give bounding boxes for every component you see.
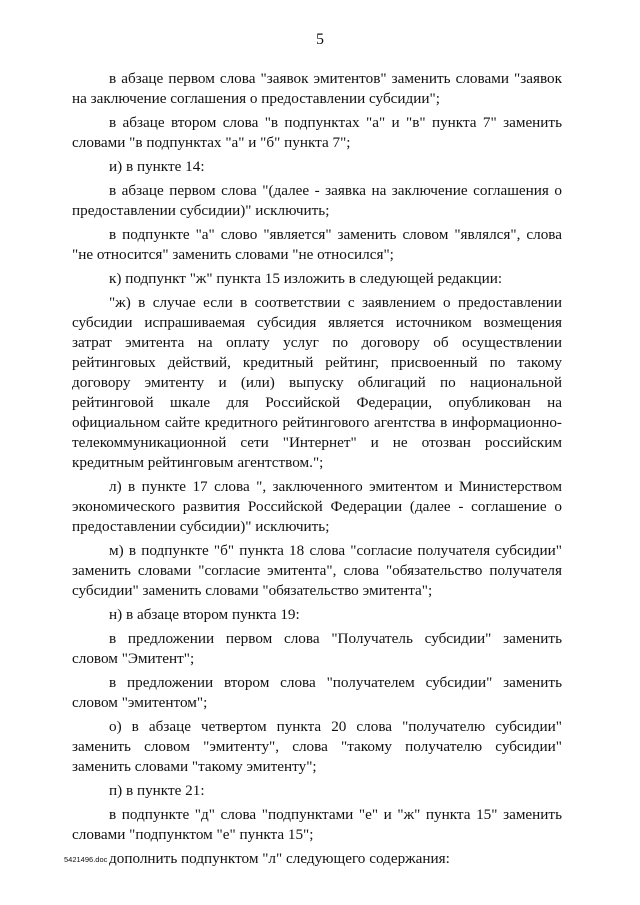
document-file-code: 5421496.doc	[64, 855, 108, 864]
paragraph: л) в пункте 17 слова ", заключенного эмитентом и Министерством экономического развития Российской Федерации (далее - соглашение о предоставлении субсидии)" исключить;	[72, 478, 562, 535]
page-number: 5	[316, 31, 324, 48]
document-body	[72, 69, 562, 873]
paragraph: "ж) в случае если в соответствии с заявлением о предоставлении субсидии испрашиваемая субсидия является источником возмещения затрат эмитента на оплату услуг по договору об осуществлении рейтинговых действий, кредитный рейтинг, присвоенный по такому договору эмитенту и (или) выпуску облигаций по национальной рейтинговой шкале для Российской Федерации, опубликован на официальном сайте кредитного рейтингового агентства в информационно-телекоммуникационной сети "Интернет" и не отозван российским кредитным рейтинговым агентством.";	[72, 294, 562, 471]
paragraph: в подпункте "а" слово "является" заменить словом "являлся", слова "не относится" заменить словами "не относился";	[72, 226, 562, 263]
paragraph: в предложении первом слова "Получатель субсидии" заменить словом "Эмитент";	[72, 630, 562, 667]
paragraph: к) подпункт "ж" пункта 15 изложить в следующей редакции:	[109, 270, 503, 287]
paragraph: о) в абзаце четвертом пункта 20 слова "получателю субсидии" заменить словом "эмитенту", слова "такому получателю субсидии" заменить словами "такому эмитенту";	[72, 718, 562, 775]
paragraph: в абзаце первом слова "(далее - заявка на заключение соглашения о предоставлении субсидии)" исключить;	[72, 182, 562, 219]
paragraph: в абзаце втором слова "в подпунктах "а" и "в" пункта 7" заменить словами "в подпунктах "а" и "б" пункта 7";	[72, 114, 562, 151]
paragraph: в абзаце первом слова "заявок эмитентов" заменить словами "заявок на заключение соглашения о предоставлении субсидии";	[72, 70, 562, 107]
paragraph: дополнить подпунктом "л" следующего содержания:	[109, 850, 450, 867]
paragraph: н) в абзаце втором пункта 19:	[109, 606, 300, 623]
paragraph: м) в подпункте "б" пункта 18 слова "согласие получателя субсидии" заменить словами "согласие эмитента", слова "обязательство получателя субсидии" заменить словами "обязательство эмитента";	[72, 542, 562, 599]
paragraph: в предложении втором слова "получателем субсидии" заменить словом "эмитентом";	[72, 674, 562, 711]
paragraph: в подпункте "д" слова "подпунктами "е" и "ж" пункта 15" заменить словами "подпунктом "е" пункта 15";	[72, 806, 562, 843]
paragraph: п) в пункте 21:	[109, 782, 205, 799]
paragraph: и) в пункте 14:	[109, 158, 205, 175]
